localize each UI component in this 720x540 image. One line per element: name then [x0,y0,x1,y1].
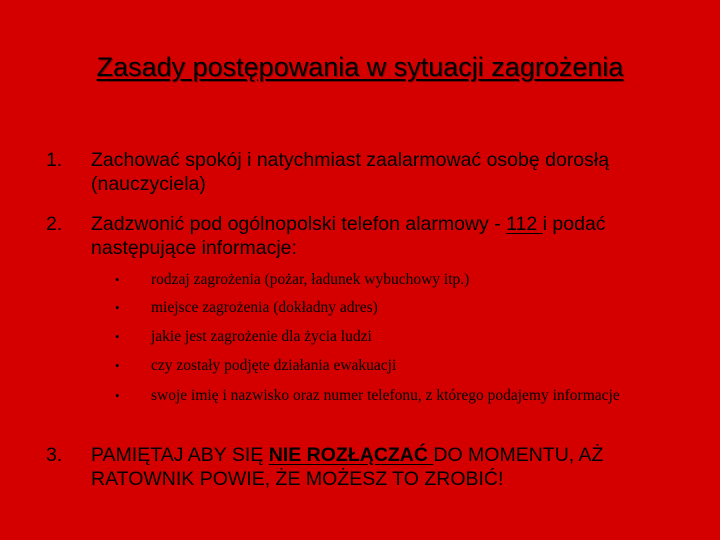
bullet-text: swoje imię i nazwisko oraz numer telefonu, z którego podajemy informacje [151,387,620,404]
bullet-text: jakie jest zagrożenie dla życia ludzi [151,328,372,345]
item-text [91,212,701,260]
bullet-icon: • [115,329,120,344]
item-text [91,443,701,491]
do-not-disconnect-emphasis: NIE ROZŁĄCZAĆ [268,444,434,466]
item-text-after: DO MOMENTU, AŻ RATOWNIK POWIE, ŻE MOŻESZ TO ZROBIĆ! [91,444,604,490]
item-number: 1. [46,149,63,171]
item-number: 2. [46,213,63,235]
bullet-text: czy zostały podjęte działania ewakuacji [151,357,397,374]
bullet-icon: • [115,388,120,403]
item-number: 3. [46,444,63,466]
bullet-icon: • [115,272,120,287]
item-text-after: i podać następujące informacje: [91,213,606,259]
bullet-text: rodzaj zagrożenia (pożar, ładunek wybuchowy itp.) [151,271,470,288]
bullet-icon: • [115,358,120,373]
bullet-icon: • [115,300,120,315]
item-text: Zachować spokój i natychmiast zaalarmować osobę dorosłą (nauczyciela) [91,149,610,195]
slide-title: Zasady postępowania w sytuacji zagrożenia [96,52,624,82]
emergency-number: 112 [506,213,543,235]
bullet-text: miejsce zagrożenia (dokładny adres) [151,299,378,316]
item-text-before: Zadzwonić pod ogólnopolski telefon alarmowy - [91,213,507,235]
item-text-before: PAMIĘTAJ ABY SIĘ [91,444,269,466]
